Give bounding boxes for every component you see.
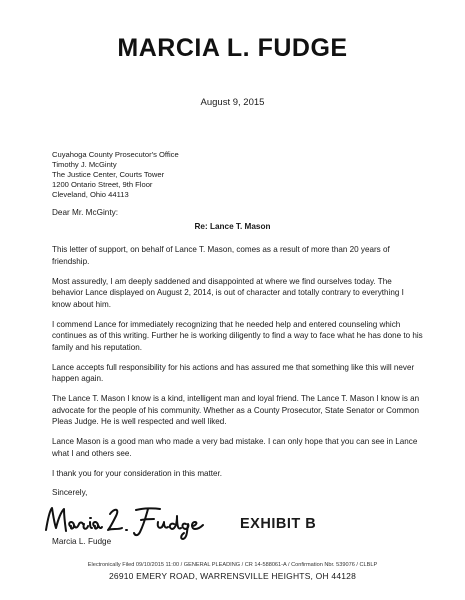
address-line: The Justice Center, Courts Tower [52,170,165,179]
exhibit-label: EXHIBIT B [240,516,317,532]
signer-name: Marcia L. Fudge [52,537,112,546]
closing: Sincerely, [52,488,88,497]
body-paragraph: Lance accepts full responsibility for his actions and has assured me that something like this will never happen again. [52,362,415,383]
address-line: 1200 Ontario Street, 9th Floor [52,180,153,189]
address-line: Timothy J. McGinty [52,160,117,169]
body-paragraph: This letter of support, on behalf of Lance T. Mason, comes as a result of more than 20 years of friendship. [52,245,390,266]
letter-date: August 9, 2015 [200,97,265,108]
handwritten-signature [40,500,220,542]
recipient-address [52,150,352,200]
body-paragraph: The Lance T. Mason I know is a kind, intelligent man and loyal friend. The Lance T. Mason I know is an advocate for the people of his community. Whether as a County Prosecutor, State Senator or Common Pleas Judge. He is well respected and well liked. [52,394,420,426]
footer-address: 26910 EMERY ROAD, WARRENSVILLE HEIGHTS, OH 44128 [108,571,357,581]
electronic-filing-stamp: Electronically Filed 09/10/2015 11:00 / GENERAL PLEADING / CR 14-588061-A / Confirmation Nbr. 539076 / CLBLP [87,562,378,568]
body-paragraph: Most assuredly, I am deeply saddened and disappointed at where we find ourselves today. The behavior Lance displayed on August 2, 2014, is out of character and totally contrary to everything I know about him. [52,276,404,309]
address-line: Cuyahoga County Prosecutor's Office [52,150,179,159]
letter-body [52,244,424,488]
address-line: Cleveland, Ohio 44113 [52,190,129,199]
body-paragraph: I commend Lance for immediately recognizing that he needed help and entered counseling which continues as of this writing. Further he is working diligently to find a way to face what he has done to his family and his reputation. [52,319,423,352]
body-paragraph: Lance Mason is a good man who made a very bad mistake. I can only hope that you can see in Lance what I and others see. [52,437,418,458]
body-paragraph: I thank you for your consideration in this matter. [52,468,223,478]
subject-line: Re: Lance T. Mason [194,222,271,231]
letterhead-name: MARCIA L. FUDGE [117,34,348,62]
salutation: Dear Mr. McGinty: [52,208,118,217]
